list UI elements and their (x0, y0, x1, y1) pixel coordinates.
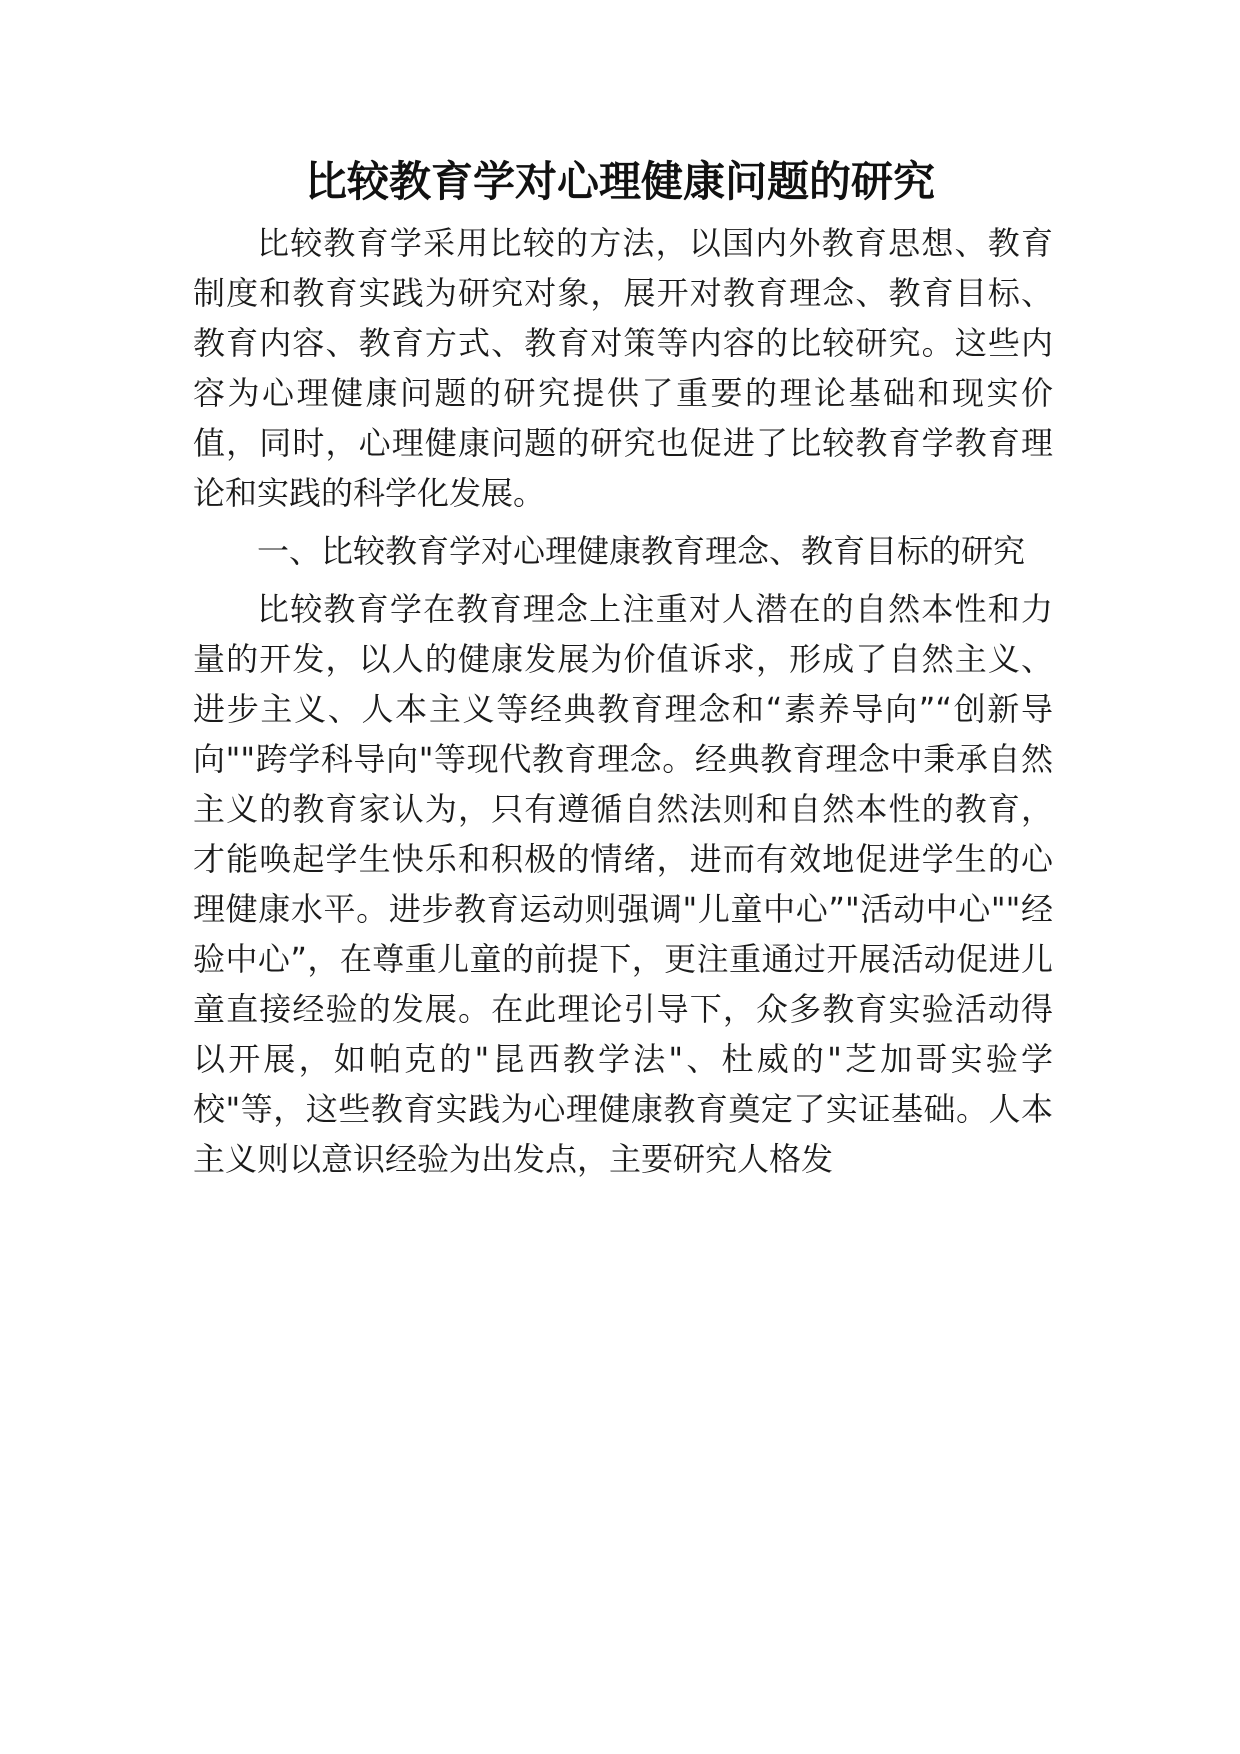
document-body (193, 218, 1053, 1184)
paragraph-education-concepts: 比较教育学在教育理念上注重对人潜在的自然本性和力量的开发，以人的健康发展为价值诉求，形成了自然主义、进步主义、人本主义等经典教育理念和“素养导向”“创新导向""跨学科导向"等现代教育理念。经典教育理念中秉承自然主义的教育家认为，只有遵循自然法则和自然本性的教育，才能唤起学生快乐和积极的情绪，进而有效地促进学生的心理健康水平。进步教育运动则强调"儿童中心”"活动中心""经验中心”，在尊重儿童的前提下，更注重通过开展活动促进儿童直接经验的发展。在此理论引导下，众多教育实验活动得以开展，如帕克的"昆西教学法"、杜威的"芝加哥实验学校"等，这些教育实践为心理健康教育奠定了实证基础。人本主义则以意识经验为出发点，主要研究人格发 (193, 590, 1053, 1178)
section-heading: 一、比较教育学对心理健康教育理念、教育目标的研究 (257, 532, 1026, 570)
document-title: 比较教育学对心理健康问题的研究 (304, 157, 935, 206)
paragraph-intro: 比较教育学采用比较的方法，以国内外教育思想、教育制度和教育实践为研究对象，展开对教育理念、教育目标、教育内容、教育方式、教育对策等内容的比较研究。这些内容为心理健康问题的研究提供了重要的理论基础和现实价值，同时，心理健康问题的研究也促进了比较教育学教育理论和实践的科学化发展。 (193, 224, 1053, 512)
